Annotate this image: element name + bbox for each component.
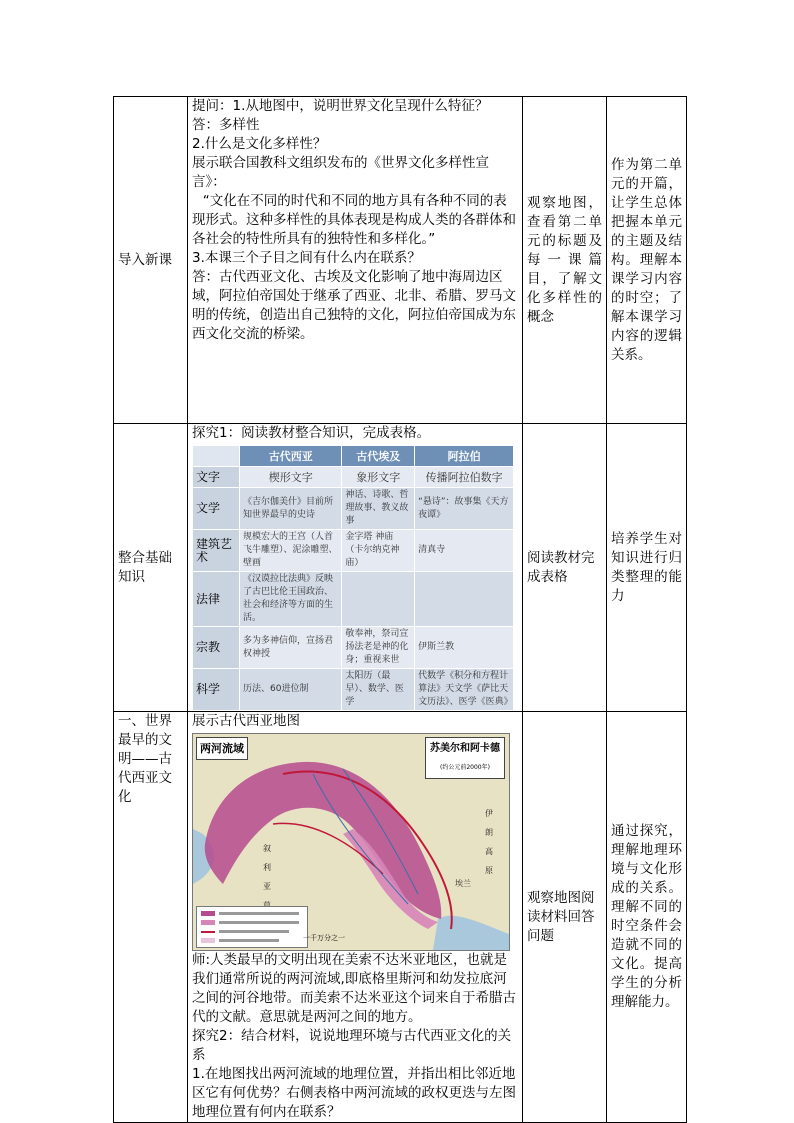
content-line: 1.在地图找出两河流域的地理位置，并指出相比邻近地区它有何优势？右侧表格中两河流域的政权更迭与左图地理位置有何内在联系？ [192,1066,516,1120]
map-caption-title: 苏美尔和阿卡德 [430,743,500,754]
knowledge-cell: 清真寺 [415,530,514,572]
header-cell: 古代埃及 [342,446,415,467]
row-label: 科学 [193,669,240,711]
row-label: 文学 [193,488,240,530]
table-row [114,712,687,1123]
content-line: 师:人类最早的文明出现在美索不达米亚地区，也就是我们通常所说的两河流域,即底格里斯河和幼发拉底河之间的河谷地带。而美索不达米亚这个词来自于希腊古代的文献。意思就是两河之间的地方。 [192,952,516,1025]
design-purpose-cell: 作为第二单元的开篇，让学生总体把握本单元的主题及结构。理解本课学习内容的时空；了解本课学习内容的逻辑关系。 [607,97,687,424]
row-label: 法律 [193,572,240,627]
map-legend [196,906,308,948]
stage-cell: 一、世界最早的文明——古代西亚文化 [114,712,188,1123]
knowledge-cell: 神话、诗歌、哲理故事、教义故事 [342,488,415,530]
knowledge-row [193,572,514,627]
stage-cell: 整合基础知识 [114,424,188,712]
content-line: 探究2：结合材料，说说地理环境与古代西亚文化的关系 [192,1028,512,1063]
design-purpose-cell: 培养学生对知识进行归类整理的能力 [607,424,687,712]
knowledge-cell: 敬奉神，祭司宣扬法老是神的化身；重视来世 [342,627,415,669]
content-cell [188,97,523,424]
knowledge-cell: 历法、60进位制 [240,669,342,711]
content-line: 提问：1.从地图中，说明世界文化呈现什么特征？ [192,98,489,114]
knowledge-cell: 楔形文字 [240,467,342,488]
knowledge-cell: 传播阿拉伯数字 [415,467,514,488]
content-cell [188,424,523,712]
stage-cell: 导入新课 [114,97,188,424]
knowledge-cell [415,572,514,627]
knowledge-cell: 《汉谟拉比法典》反映了古巴比伦王国政治、社会和经济等方面的生活。 [240,572,342,627]
content-line: 展示古代西亚地图 [192,713,300,729]
knowledge-cell: “悬诗”：故事集《天方夜谭》 [415,488,514,530]
knowledge-row [193,530,514,572]
mesopotamia-map [192,733,510,951]
quote-text: “文化在不同的时代和不同的地方具有各种不同的表现形式。这种多样性的具体表现是构成人类的各群体和各社会的特性所具有的独特性和多样化。” [192,193,516,247]
knowledge-cell: 规模宏大的王宫（人首飞牛雕塑）、泥涂雕塑、壁画 [240,530,342,572]
map-caption-box [425,737,505,779]
row-label: 文字 [193,467,240,488]
student-activity-cell: 观察地图，查看第二单元的标题及每一课篇目，了解文化多样性的概念 [523,97,607,424]
header-cell: 阿拉伯 [415,446,514,467]
knowledge-header-row [193,446,514,467]
knowledge-row [193,627,514,669]
row-label: 宗教 [193,627,240,669]
knowledge-cell: 代数学《积分和方程计算法》天文学《萨比天文历法》、医学《医典》 [415,669,514,711]
map-scale: 一千万分之一 [303,934,345,942]
design-purpose-cell: 通过探究，理解地理环境与文化形成的关系。理解不同的时空条件会造就不同的文化。提高学生的分析理解能力。 [607,712,687,1123]
content-line: 答：古代西亚文化、古埃及文化影响了地中海周边区域，阿拉伯帝国处于继承了西亚、北非、希腊、罗马文明的传统，创造出自己独特的文化，阿拉伯帝国成为东西文化交流的桥梁。 [192,269,516,342]
knowledge-cell: 伊斯兰教 [415,627,514,669]
knowledge-row [193,488,514,530]
header-blank [193,446,240,467]
knowledge-row [193,467,514,488]
knowledge-cell: 《吉尔伽美什》目前所知世界最早的史诗 [240,488,342,530]
map-label: 伊朗高原 [485,809,493,875]
student-activity-cell: 阅读教材完成表格 [523,424,607,712]
map-caption-date: (约公元前2000年) [440,764,490,771]
knowledge-cell: 象形文字 [342,467,415,488]
knowledge-cell: 多为多神信仰，宣扬君权神授 [240,627,342,669]
table-row [114,424,687,712]
legend-graphic [197,907,307,947]
knowledge-cell: 太阳历（最早）、数学、医学 [342,669,415,711]
content-line: 答：多样性 [192,117,260,133]
content-line: 展示联合国教科文组织发布的《世界文化多样性宣言》： [192,155,489,190]
map-title: 两河流域 [196,737,248,760]
lesson-plan-table [113,96,687,1123]
content-line: 探究1：阅读教材整合知识，完成表格。 [192,425,431,441]
content-line: 2.什么是文化多样性？ [192,136,327,152]
map-label: 叙利亚 [263,844,271,891]
knowledge-cell: 金字塔 神庙（卡尔纳克神庙） [342,530,415,572]
map-label: 埃兰 [455,879,471,888]
knowledge-table [192,445,514,711]
knowledge-cell [342,572,415,627]
knowledge-row [193,669,514,711]
content-cell [188,712,523,1123]
table-row [114,97,687,424]
header-cell: 古代西亚 [240,446,342,467]
content-line: 3.本课三个子目之间有什么内在联系？ [192,250,421,266]
student-activity-cell: 观察地图阅读材料回答问题 [523,712,607,1123]
row-label: 建筑艺术 [193,530,240,572]
